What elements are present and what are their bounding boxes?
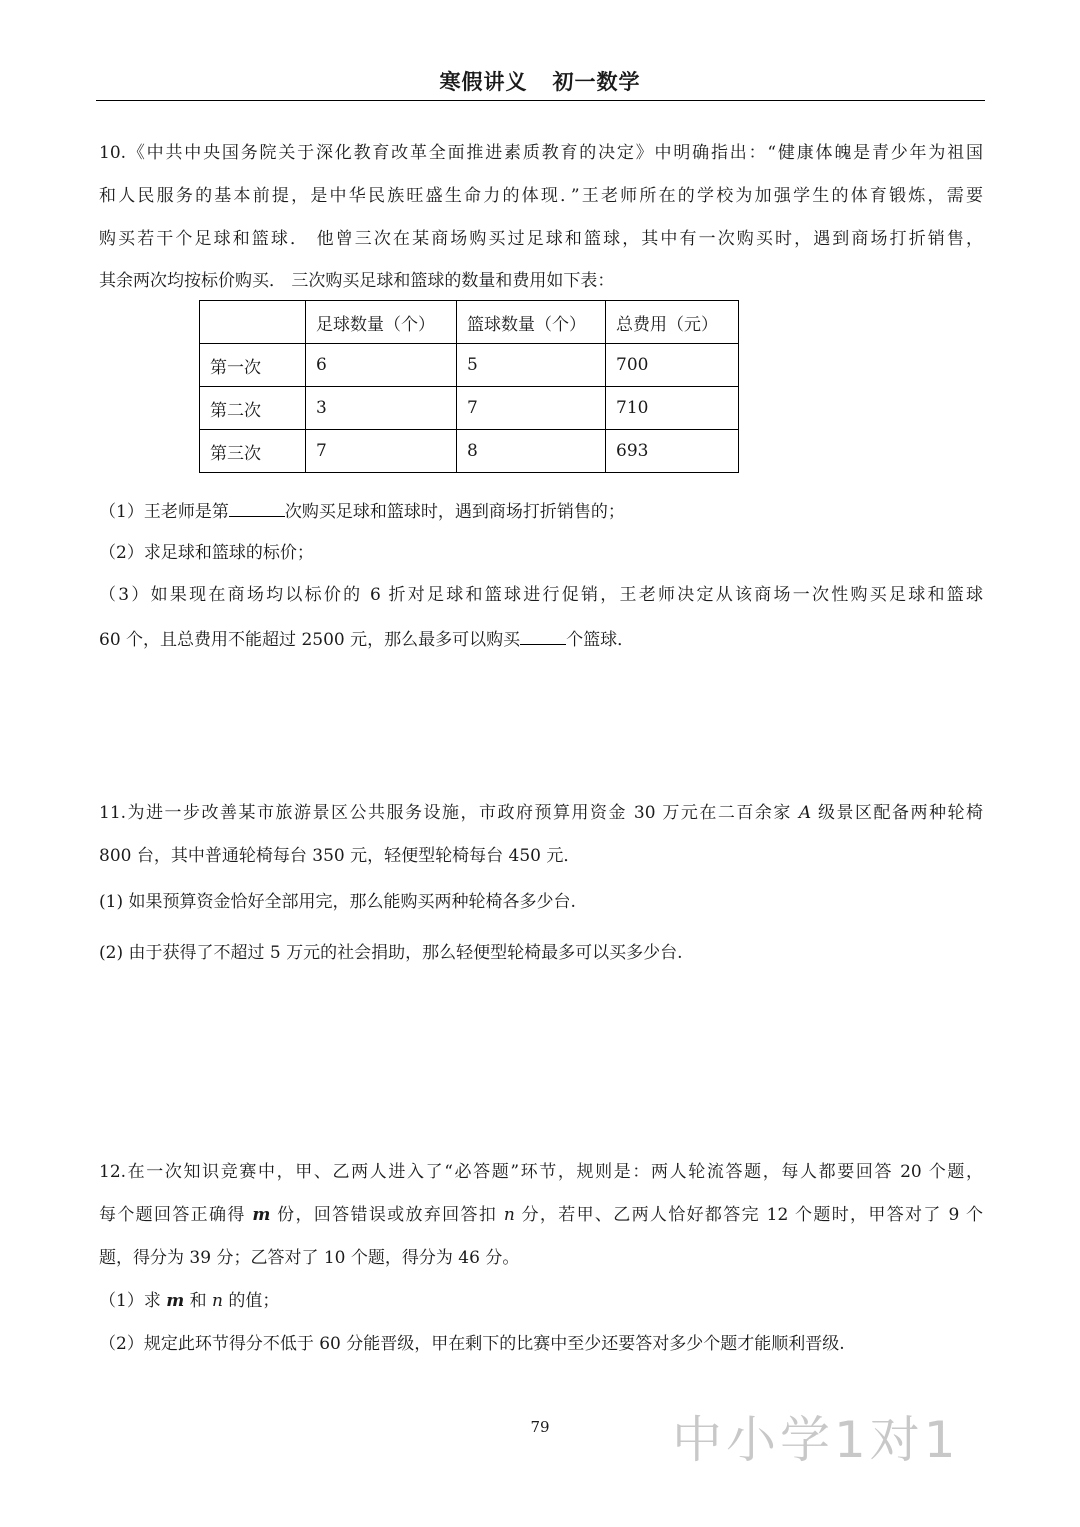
problem10-line2: 和人民服务的基本前提，是中华民族旺盛生命力的体现．”王老师所在的学校为加强学生的体育锻炼，需要 bbox=[99, 186, 983, 206]
problem12-text: 和 bbox=[184, 1291, 213, 1311]
problem10-line3: 购买若干个足球和篮球． 他曾三次在某商场购买过足球和篮球，其中有一次购买时，遇到商场打折销售， bbox=[99, 229, 983, 249]
table-cell: 8 bbox=[457, 430, 606, 473]
table-header-cell: 总费用（元） bbox=[606, 301, 739, 344]
problem12-text: 份，回答错误或放弃回答扣 bbox=[270, 1205, 504, 1225]
table-header-cell: 篮球数量（个） bbox=[457, 301, 606, 344]
table-row bbox=[200, 430, 739, 473]
q3-text-before: 60 个，且总费用不能超过 2500 元，那么最多可以购买 bbox=[99, 630, 521, 650]
problem10-question3-line1: （3）如果现在商场均以标价的 6 折对足球和篮球进行促销，王老师决定从该商场一次性购买足球和篮球 bbox=[99, 585, 983, 605]
q1-text-after: 次购买足球和篮球时，遇到商场打折销售的； bbox=[284, 502, 625, 522]
problem12-text: 的值； bbox=[223, 1291, 280, 1311]
problem12-line2 bbox=[99, 1205, 983, 1225]
answer-blank bbox=[229, 500, 285, 517]
problem12-line3: 题，得分为 39 分；乙答对了 10 个题，得分为 46 分。 bbox=[99, 1248, 520, 1268]
problem11-question2: (2) 由于获得了不超过 5 万元的社会捐助，那么轻便型轮椅最多可以买多少台. bbox=[99, 943, 683, 963]
variable-m: m bbox=[252, 1205, 271, 1225]
problem10-question3-line2 bbox=[99, 628, 983, 650]
table-cell: 7 bbox=[457, 387, 606, 430]
table-row bbox=[200, 344, 739, 387]
problem12-question1 bbox=[99, 1291, 983, 1311]
table-cell: 5 bbox=[457, 344, 606, 387]
problem11-text: 级景区配备两种轮椅 bbox=[811, 803, 983, 823]
problem10-line1: 10.《中共中央国务院关于深化教育改革全面推进素质教育的决定》中明确指出：“健康体魄是青少年为祖国 bbox=[99, 143, 983, 163]
header-divider bbox=[96, 100, 985, 101]
table-cell: 第三次 bbox=[200, 430, 306, 473]
problem10-line4: 其余两次均按标价购买． 三次购买足球和篮球的数量和费用如下表： bbox=[99, 271, 615, 291]
problem12-text: 每个题回答正确得 bbox=[99, 1205, 253, 1225]
table-cell: 3 bbox=[306, 387, 457, 430]
problem10-question2: （2）求足球和篮球的标价； bbox=[99, 543, 314, 563]
problem11-text: 11.为进一步改善某市旅游景区公共服务设施，市政府预算用资金 30 万元在二百余家 bbox=[99, 803, 799, 823]
problem10-question1 bbox=[99, 500, 983, 522]
watermark: 中小学1对1 bbox=[672, 1411, 960, 1469]
variable-a: A bbox=[798, 803, 812, 823]
page-number: 79 bbox=[530, 1418, 550, 1436]
page-header-title: 寒假讲义 初一数学 bbox=[439, 70, 641, 94]
table-header-cell bbox=[200, 301, 306, 344]
problem12-text: （1）求 bbox=[99, 1291, 167, 1311]
problem12-line1: 12.在一次知识竞赛中，甲、乙两人进入了“必答题”环节，规则是：两人轮流答题，每人都要回答 20 个题， bbox=[99, 1162, 983, 1182]
table-cell: 第一次 bbox=[200, 344, 306, 387]
table-cell: 693 bbox=[606, 430, 739, 473]
answer-blank bbox=[520, 628, 566, 645]
q1-text-before: （1）王老师是第 bbox=[99, 502, 229, 522]
q3-text-after: 个篮球． bbox=[566, 630, 635, 650]
problem11-line1 bbox=[99, 803, 983, 823]
variable-n: n bbox=[212, 1291, 223, 1311]
table-cell: 6 bbox=[306, 344, 457, 387]
table-cell: 7 bbox=[306, 430, 457, 473]
table-cell: 第二次 bbox=[200, 387, 306, 430]
variable-n: n bbox=[503, 1205, 515, 1225]
table-row bbox=[200, 387, 739, 430]
purchase-table bbox=[199, 300, 739, 473]
table-cell: 710 bbox=[606, 387, 739, 430]
problem11-line2: 800 台，其中普通轮椅每台 350 元，轻便型轮椅每台 450 元． bbox=[99, 846, 581, 866]
variable-m: m bbox=[166, 1291, 185, 1311]
problem11-question1: (1) 如果预算资金恰好全部用完，那么能购买两种轮椅各多少台. bbox=[99, 892, 576, 912]
problem12-text: 分，若甲、乙两人恰好都答完 12 个题时，甲答对了 9 个 bbox=[514, 1205, 984, 1225]
table-header-row bbox=[200, 301, 739, 344]
problem12-question2: （2）规定此环节得分不低于 60 分能晋级，甲在剩下的比赛中至少还要答对多少个题才能顺利晋级. bbox=[99, 1334, 845, 1354]
table-header-cell: 足球数量（个） bbox=[306, 301, 457, 344]
table-cell: 700 bbox=[606, 344, 739, 387]
